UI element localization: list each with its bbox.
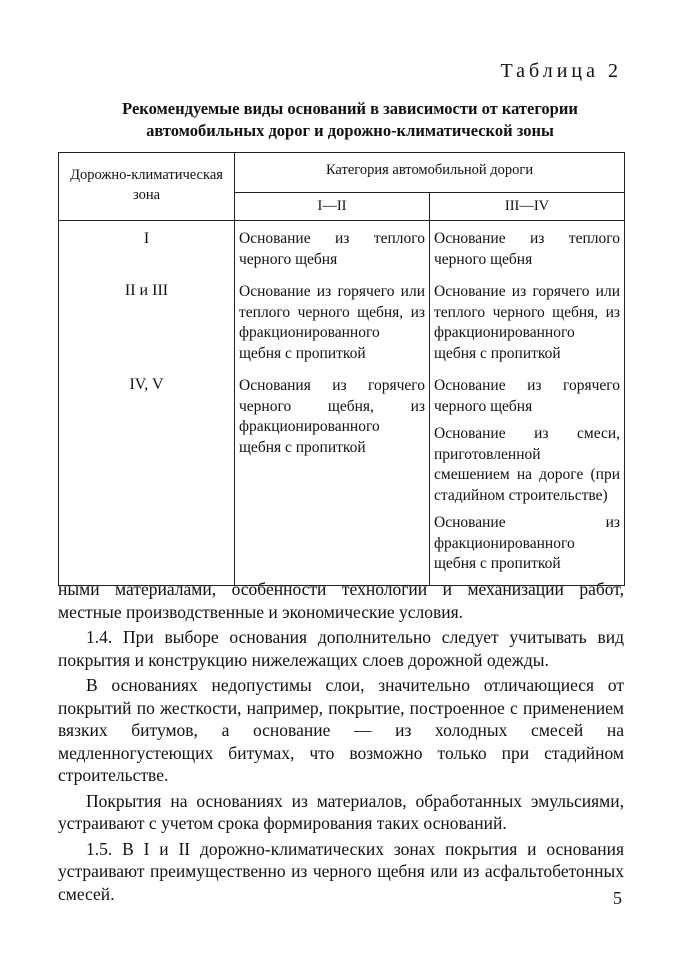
- table-row: [59, 270, 625, 364]
- table-caption-line-2: автомобильных дорог и дорожно-климатической зоны: [146, 121, 554, 140]
- table-cell: [430, 270, 625, 364]
- header-climate-zone-line-2: зона: [132, 187, 161, 203]
- paragraph: 1.5. В I и II дорожно-климатических зонах покрытия и основания устраивают преимущественно из черного щебня или из асфальтобетонных смесей.: [58, 838, 624, 904]
- table-cell: [235, 221, 430, 271]
- zone-cell: I: [59, 221, 235, 271]
- table-cell: [235, 364, 430, 585]
- table-cell: [430, 221, 625, 271]
- cell-text: Основания из горячего черного щебня, из фракционированного щебня с пропиткой: [239, 377, 425, 456]
- paragraph: 1.4. При выборе основания дополнительно следует учитывать вид покрытия и конструкцию нижележащих слоев дорожной одежды.: [58, 627, 624, 670]
- header-category-3-4: III—IV: [430, 193, 625, 221]
- cell-text: Основание из смеси, приготовленной смешением на дороге (при стадийном строительстве): [434, 425, 621, 504]
- zone-cell: II и III: [59, 270, 235, 364]
- header-road-category: Категория автомобильной дороги: [235, 153, 625, 193]
- cell-text: Основание из горячего или теплого черного щебня, из фракционированного щебня с пропиткой: [434, 283, 621, 362]
- cell-text: Основание из горячего или теплого черного щебня, из фракционированного щебня с пропиткой: [239, 283, 425, 362]
- body-text: [58, 578, 624, 905]
- cell-text: Основание из теплого черного щебня: [239, 230, 425, 268]
- header-category-1-2: I—II: [235, 193, 430, 221]
- foundation-types-table: [58, 152, 625, 586]
- paragraph: ными материалами, особенности технологии и механизации работ, местные производственные и экономические условия.: [58, 579, 624, 622]
- table-caption: [60, 98, 640, 142]
- paragraph: Покрытия на основаниях из материалов, обработанных эмульсиями, устраивают с учетом срока формирования таких оснований.: [58, 790, 624, 833]
- table-number-label: Таблица 2: [500, 60, 622, 82]
- cell-text: Основание из теплого черного щебня: [434, 230, 621, 268]
- page-number: 5: [613, 888, 622, 908]
- table-cell: [430, 364, 625, 585]
- table-row: [59, 364, 625, 585]
- table-row: [59, 221, 625, 271]
- paragraph: В основаниях недопустимы слои, значительно отличающиеся от покрытий по жесткости, например, покрытие, построенное с применением вязких битумов, а основание — из холодных смесей на медленногустеющих битумах, что возможно только при стадийном строительстве.: [58, 675, 624, 785]
- table-caption-line-1: Рекомендуемые виды оснований в зависимости от категории: [122, 99, 578, 118]
- header-climate-zone-line-1: Дорожно-климатическая: [70, 167, 223, 183]
- cell-text: Основание из фракционированного щебня с пропиткой: [434, 514, 621, 572]
- table-cell: [235, 270, 430, 364]
- header-climate-zone: [59, 153, 235, 221]
- zone-cell: IV, V: [59, 364, 235, 585]
- cell-text: Основание из горячего черного щебня: [434, 377, 621, 415]
